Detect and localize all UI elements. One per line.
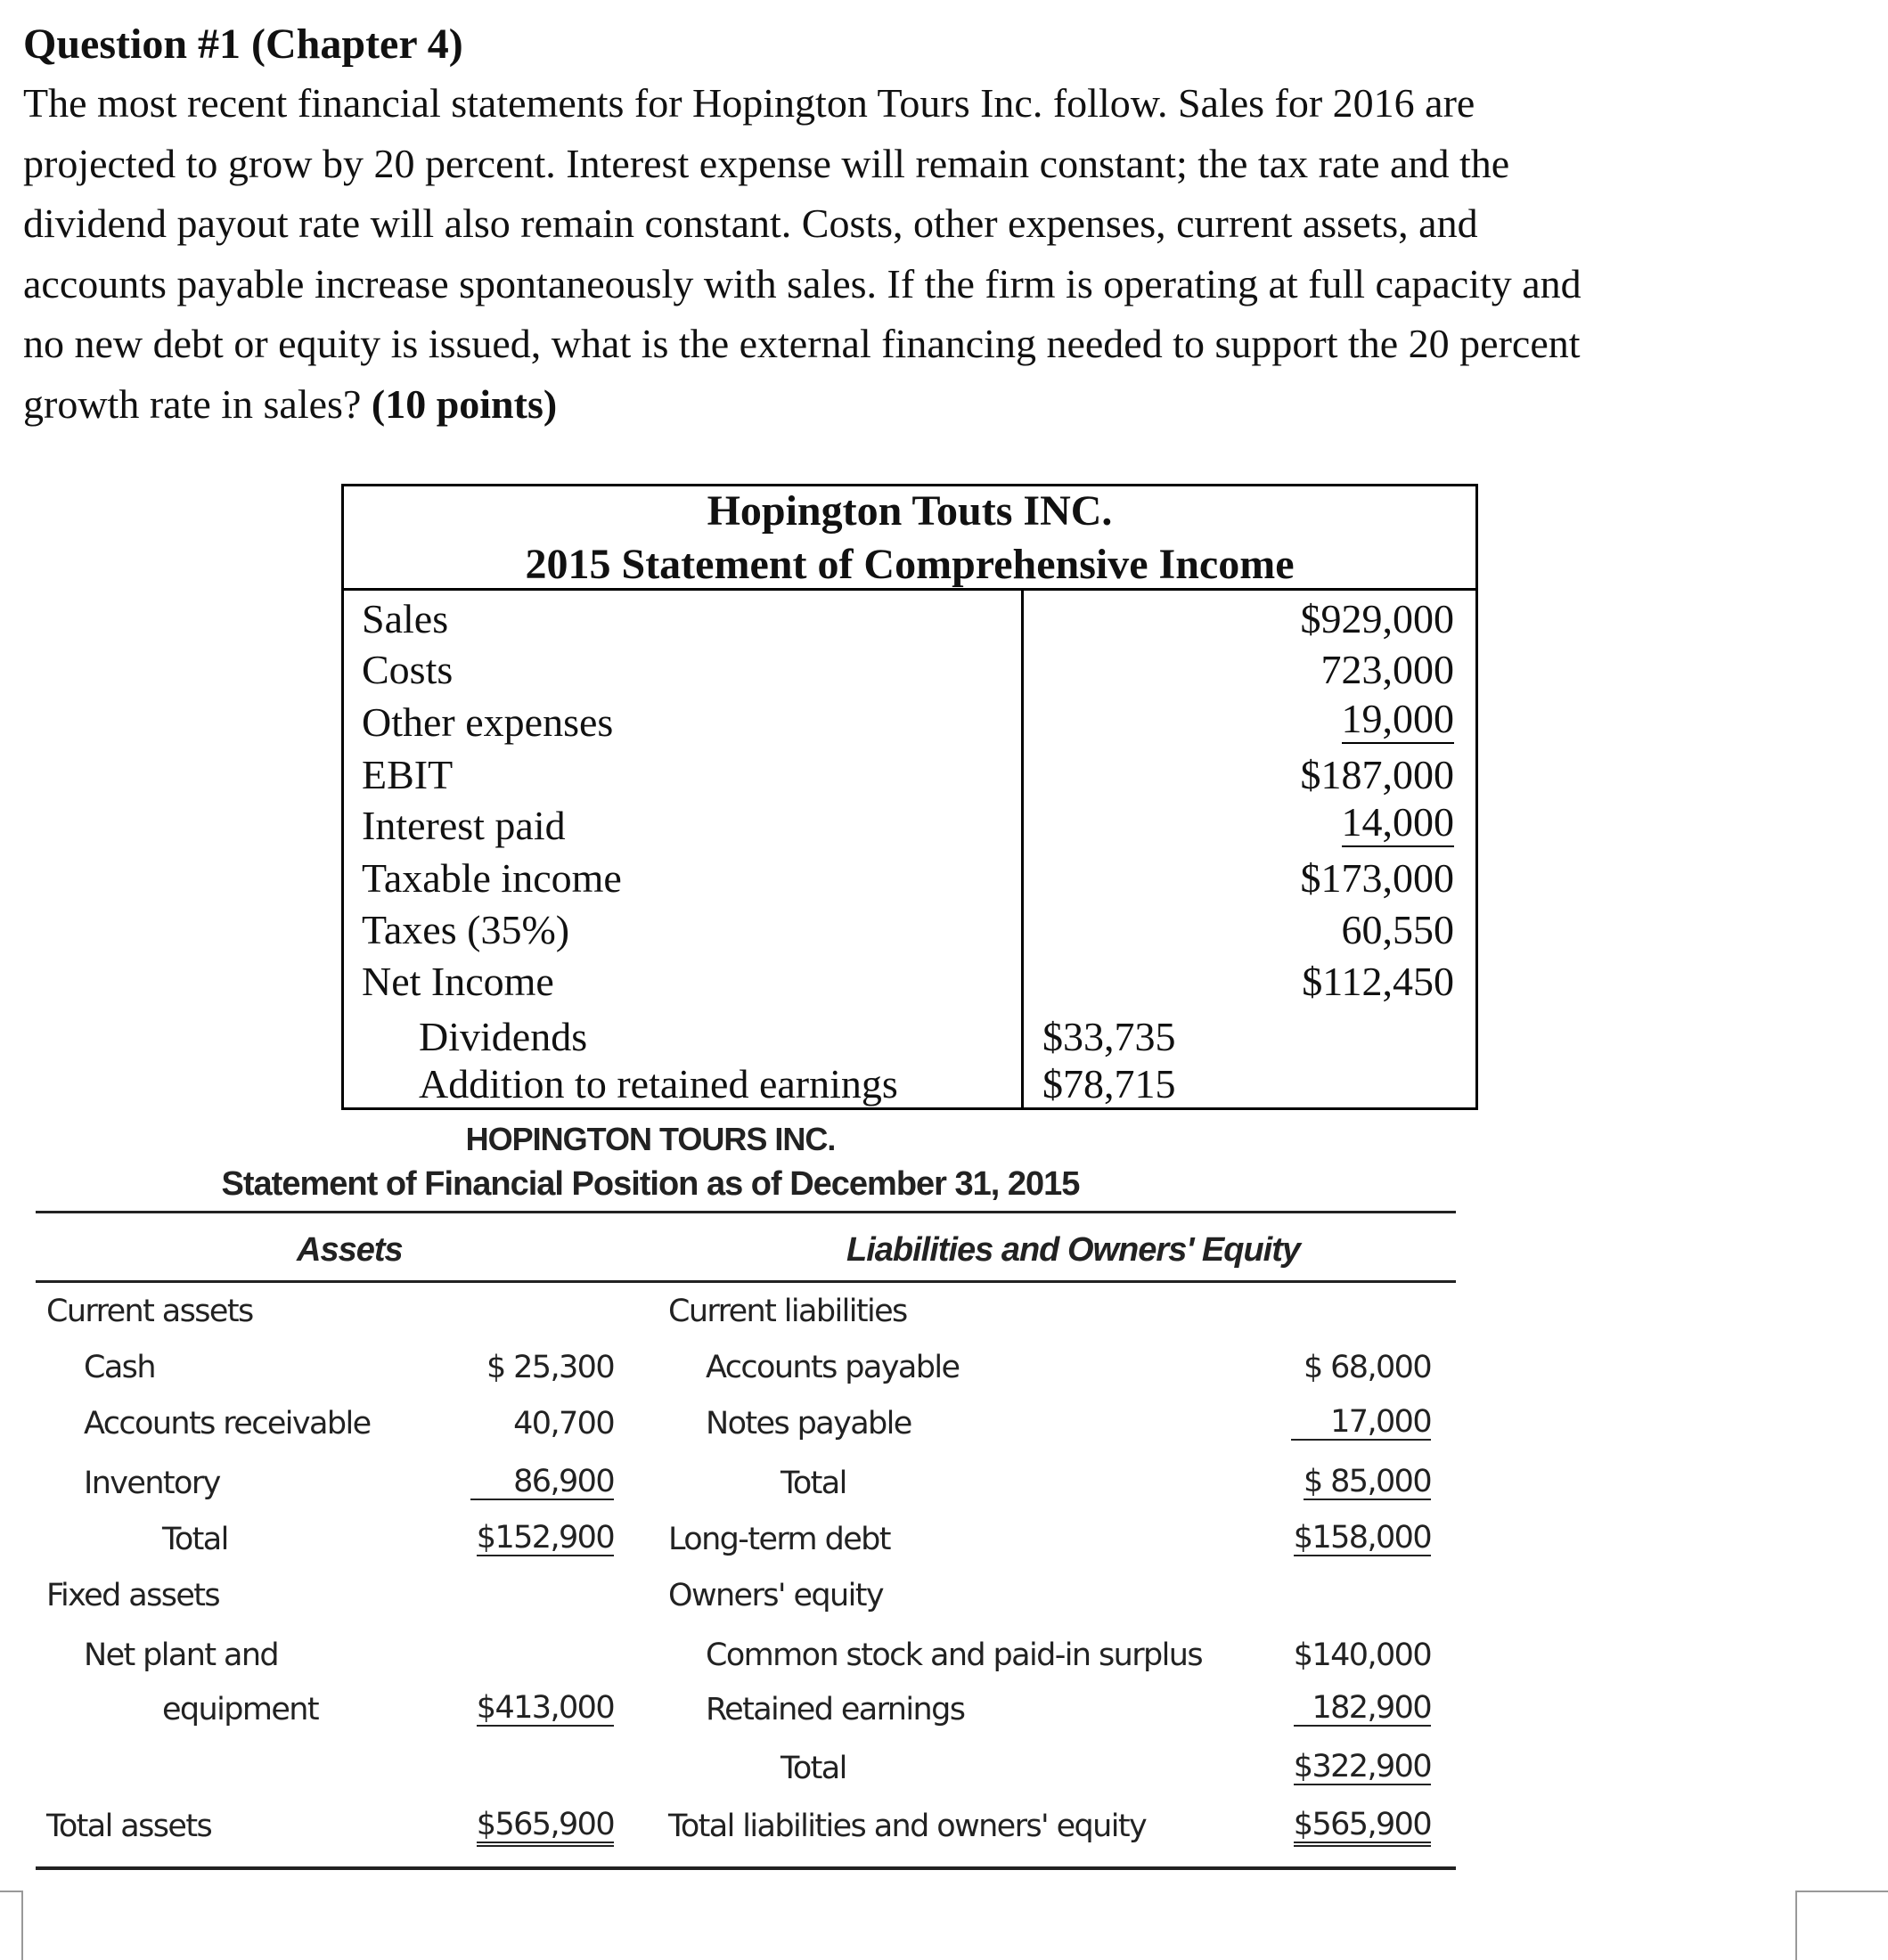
question-line: no new debt or equity is issued, what is the external financing needed to support the 20 percent	[23, 321, 1581, 366]
liabilities-header: Liabilities and Owners' Equity	[846, 1231, 1301, 1269]
accounts-receivable-label: Accounts receivable	[84, 1406, 371, 1441]
income-row-label: Interest paid	[362, 803, 566, 848]
income-row-label: Costs	[362, 647, 454, 692]
current-liabilities-total-label: Total	[781, 1466, 846, 1501]
income-title-statement	[341, 540, 1478, 589]
fixed-assets-label: Fixed assets	[46, 1578, 220, 1613]
page-corner-right	[1795, 1891, 1888, 1960]
common-stock-label: Common stock and paid-in surplus	[706, 1637, 1202, 1673]
income-row-value: $173,000	[1300, 855, 1454, 901]
retained-earnings-label: Retained earnings	[706, 1692, 965, 1727]
current-liabilities-total-value: $ 85,000	[1303, 1464, 1431, 1499]
balance-sheet-header-rule	[36, 1280, 1456, 1283]
equipment-label: equipment	[162, 1692, 319, 1727]
owners-equity-total-label: Total	[781, 1751, 846, 1786]
owners-equity-total-value: $322,900	[1293, 1749, 1431, 1784]
question-line: projected to grow by 20 percent. Interest expense will remain constant; the tax rate and the	[23, 140, 1510, 186]
notes-payable-value: 17,000	[1291, 1406, 1431, 1441]
balance-sheet-top-rule	[36, 1211, 1456, 1213]
current-liabilities-label: Current liabilities	[668, 1294, 907, 1329]
question-points: (10 points)	[371, 380, 558, 427]
income-row-label: Addition to retained earnings	[419, 1061, 898, 1107]
balance-sheet-company: HOPINGTON TOURS INC.	[465, 1121, 836, 1157]
question-line-last	[23, 374, 1841, 435]
long-term-debt-value: $158,000	[1293, 1520, 1431, 1556]
owners-equity-label: Owners' equity	[668, 1578, 883, 1613]
income-row-value: 19,000	[1342, 698, 1455, 744]
income-column-divider	[1021, 588, 1024, 1110]
total-liabilities-equity-label: Total liabilities and owners' equity	[668, 1809, 1147, 1844]
question-title: Question #1 (Chapter 4)	[23, 20, 463, 68]
question-line: growth rate in sales?	[23, 380, 372, 427]
total-liabilities-equity-value: $565,900	[1294, 1809, 1431, 1847]
net-plant-equipment-value: $413,000	[476, 1690, 614, 1726]
accounts-payable-label: Accounts payable	[706, 1350, 960, 1385]
assets-header: Assets	[297, 1231, 403, 1269]
income-row-value: $187,000	[1300, 752, 1454, 797]
income-row-value: 60,550	[1341, 907, 1454, 952]
balance-sheet-bottom-rule	[36, 1866, 1456, 1870]
income-title-statement-text: 2015 Statement of Comprehensive Income	[525, 541, 1295, 588]
income-row-label: Dividends	[419, 1014, 588, 1059]
net-plant-label: Net plant and	[84, 1637, 279, 1673]
inventory-label: Inventory	[84, 1466, 220, 1501]
cash-label: Cash	[84, 1350, 155, 1385]
common-stock-value: $140,000	[1293, 1637, 1431, 1673]
income-row-value: $929,000	[1300, 596, 1454, 641]
retained-earnings-value: 182,900	[1294, 1692, 1431, 1727]
income-row-label: Taxable income	[362, 855, 622, 901]
income-row-label: Sales	[362, 596, 449, 641]
current-assets-total-label: Total	[162, 1522, 228, 1557]
accounts-payable-value: $ 68,000	[1303, 1350, 1431, 1385]
income-row-value: 723,000	[1320, 647, 1454, 692]
notes-payable-label: Notes payable	[706, 1406, 911, 1441]
question-body	[23, 73, 1841, 434]
income-row-label: Taxes (35%)	[362, 907, 570, 952]
income-row-label: Other expenses	[362, 699, 614, 745]
current-assets-total-value: $152,900	[476, 1520, 614, 1556]
long-term-debt-label: Long-term debt	[668, 1522, 890, 1557]
page-corner-left	[0, 1891, 23, 1960]
question-line: accounts payable increase spontaneously with sales. If the firm is operating at full capacity and	[23, 260, 1582, 306]
income-row-value: $78,715	[1042, 1061, 1176, 1107]
cash-value: $ 25,300	[486, 1350, 614, 1385]
income-row-value: $112,450	[1302, 959, 1454, 1004]
current-assets-label: Current assets	[46, 1294, 253, 1329]
question-line: dividend payout rate will also remain constant. Costs, other expenses, current assets, and	[23, 200, 1478, 246]
total-assets-label: Total assets	[46, 1809, 212, 1844]
income-title-company: Hopington Touts INC.	[707, 487, 1113, 535]
balance-sheet-title: Statement of Financial Position as of December 31, 2015	[221, 1165, 1080, 1203]
question-line: The most recent financial statements for Hopington Tours Inc. follow. Sales for 2016 are	[23, 80, 1475, 126]
income-row-value: 14,000	[1342, 802, 1455, 847]
accounts-receivable-value: 40,700	[513, 1406, 614, 1441]
total-assets-value: $565,900	[477, 1809, 614, 1847]
income-row-value: $33,735	[1042, 1014, 1176, 1059]
income-row-label: EBIT	[362, 752, 454, 797]
income-row-label: Net Income	[362, 959, 554, 1004]
inventory-value: 86,900	[470, 1466, 614, 1500]
